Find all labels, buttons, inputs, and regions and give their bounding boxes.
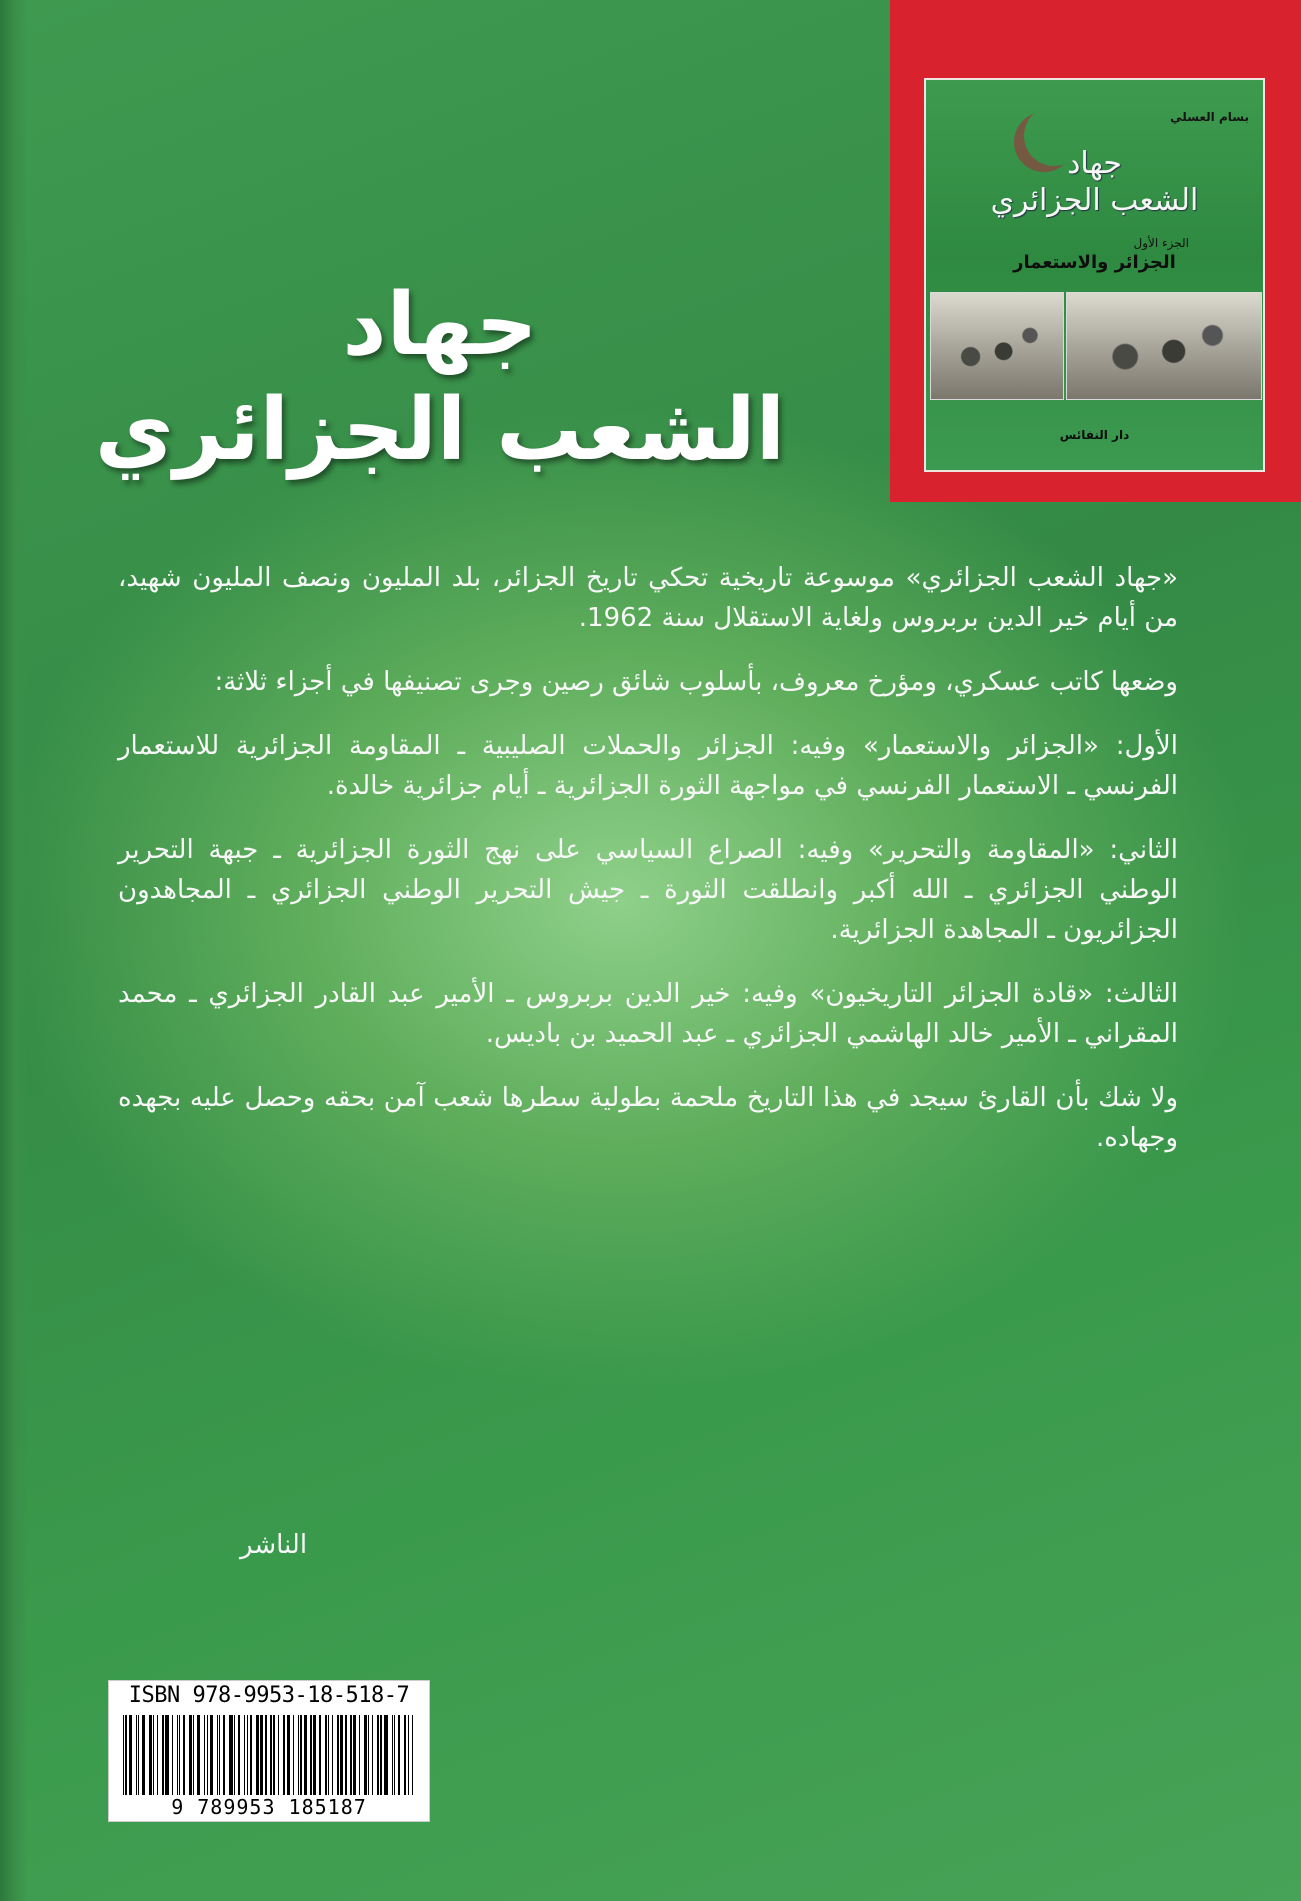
barcode-bar (219, 1715, 220, 1795)
isbn-barcode (108, 1680, 430, 1822)
barcode-bar (207, 1715, 208, 1795)
barcode-bar (293, 1715, 294, 1795)
barcode-bar (149, 1715, 151, 1795)
barcode-bar (223, 1715, 225, 1795)
barcode-bar (287, 1715, 291, 1795)
cover-author: بسام العسلي (1170, 110, 1249, 124)
barcode-bar (197, 1715, 201, 1795)
barcode-bar (408, 1715, 409, 1795)
barcode-bar (353, 1715, 357, 1795)
barcode-bar (244, 1715, 245, 1795)
barcode-bar (298, 1715, 299, 1795)
barcode-bar (337, 1715, 339, 1795)
cover-photo-right (1066, 292, 1262, 400)
barcode-bar (377, 1715, 379, 1795)
barcode-bar (162, 1715, 164, 1795)
barcode-bar (332, 1715, 333, 1795)
barcode-bar (270, 1715, 271, 1795)
cover-photo-left (930, 292, 1064, 400)
barcode-bar (283, 1715, 285, 1795)
barcode-bar (204, 1715, 205, 1795)
barcode-bar (340, 1715, 342, 1795)
barcode-bar (384, 1715, 388, 1795)
barcode-bar (273, 1715, 275, 1795)
publisher-signature: الناشر (240, 1530, 308, 1560)
barcode-bar (234, 1715, 235, 1795)
barcode-bar (189, 1715, 191, 1795)
barcode-bar (129, 1715, 131, 1795)
front-cover-inner (924, 78, 1265, 472)
barcode-bar (193, 1715, 194, 1795)
cover-title-line1: جهاد (1067, 146, 1122, 181)
cover-subtitle: الجزائر والاستعمار (1013, 252, 1176, 273)
barcode-bar (157, 1715, 158, 1795)
book-title-line2: الشعب الجزائري (94, 380, 786, 480)
barcode-bar (313, 1715, 317, 1795)
barcode-bar (325, 1715, 326, 1795)
barcode-bar (310, 1715, 311, 1795)
barcode-bar (217, 1715, 218, 1795)
barcode-bar (372, 1715, 373, 1795)
cover-title-line2: الشعب الجزائري (990, 183, 1199, 218)
barcode-bar (165, 1715, 169, 1795)
cover-part-label: الجزء الأول (1133, 236, 1189, 250)
paragraph-intro: «جهاد الشعب الجزائري» موسوعة تاريخية تحكي تاريخ الجزائر، بلد المليون ونصف المليون شهيد، من أيام خير الدين بربروس ولغاية الاستقلال سنة 1962. (118, 563, 1178, 633)
barcode-bar (319, 1715, 321, 1795)
barcode-bar (238, 1715, 240, 1795)
barcode-bar (345, 1715, 346, 1795)
barcode-bar (123, 1715, 124, 1795)
barcode-bars (123, 1715, 417, 1795)
barcode-bar (328, 1715, 329, 1795)
blurb-text (118, 558, 1178, 1182)
barcode-bar (247, 1715, 248, 1795)
barcode-bar (380, 1715, 381, 1795)
paragraph-part-three: الثالث: «قادة الجزائر التاريخيون» وفيه: خير الدين بربروس ـ الأمير عبد القادر الجزائري ـ محمد المقراني ـ الأمير خالد الهاشمي الجزائري ـ عبد الحميد بن باديس. (118, 979, 1178, 1049)
book-title (70, 275, 810, 485)
barcode-bar (138, 1715, 139, 1795)
barcode-bar (183, 1715, 185, 1795)
barcode-bar (136, 1715, 137, 1795)
barcode-bar (153, 1715, 154, 1795)
barcode-bar (260, 1715, 262, 1795)
barcode-bar (394, 1715, 395, 1795)
barcode-bar (359, 1715, 360, 1795)
barcode-bar (229, 1715, 233, 1795)
cover-publisher-logo: دار النفائس (1059, 428, 1130, 442)
barcode-bar (250, 1715, 251, 1795)
barcode-bar (278, 1715, 279, 1795)
book-title-line1: جهاد (342, 275, 538, 375)
spine-edge (0, 0, 28, 1901)
barcode-digits: 9 789953 185187 (171, 1795, 367, 1819)
barcode-bar (179, 1715, 180, 1795)
barcode-bar (142, 1715, 146, 1795)
barcode-bar (412, 1715, 413, 1795)
barcode-bar (265, 1715, 266, 1795)
barcode-bar (172, 1715, 173, 1795)
front-cover-thumbnail (890, 0, 1301, 502)
isbn-label: ISBN 978-9953-18-518-7 (128, 1683, 410, 1708)
paragraph-part-one: الأول: «الجزائر والاستعمار» وفيه: الجزائر والحملات الصليبية ـ المقاومة الجزائرية للاستعمار الفرنسي ـ الاستعمار الفرنسي في مواجهة الثورة الجزائرية ـ أيام جزائرية خالدة. (118, 731, 1178, 801)
barcode-bar (368, 1715, 369, 1795)
barcode-bar (125, 1715, 126, 1795)
barcode-bar (177, 1715, 178, 1795)
barcode-bar (256, 1715, 260, 1795)
barcode-bar (392, 1715, 393, 1795)
barcode-bar (404, 1715, 406, 1795)
barcode-bar (210, 1715, 212, 1795)
paragraph-closing: ولا شك بأن القارئ سيجد في هذا التاريخ ملحمة بطولية سطرها شعب آمن بحقه وحصل عليه بجهده وجهاده. (118, 1083, 1178, 1153)
paragraph-author: وضعها كاتب عسكري، ومؤرخ معروف، بأسلوب شائق رصين وجرى تصنيفها في أجزاء ثلاثة: (214, 667, 1178, 697)
barcode-bar (364, 1715, 366, 1795)
barcode-bar (300, 1715, 301, 1795)
barcode-bar (350, 1715, 351, 1795)
barcode-bar (304, 1715, 306, 1795)
paragraph-part-two: الثاني: «المقاومة والتحرير» وفيه: الصراع السياسي على نهج الثورة الجزائرية ـ جبهة التحرير الوطني الجزائري ـ الله أكبر وانطلقت الثورة ـ جيش التحرير الوطني الجزائري ـ المجاهدون الجزائريون ـ المجاهدة الجزائرية. (118, 835, 1178, 945)
barcode-bar (398, 1715, 400, 1795)
